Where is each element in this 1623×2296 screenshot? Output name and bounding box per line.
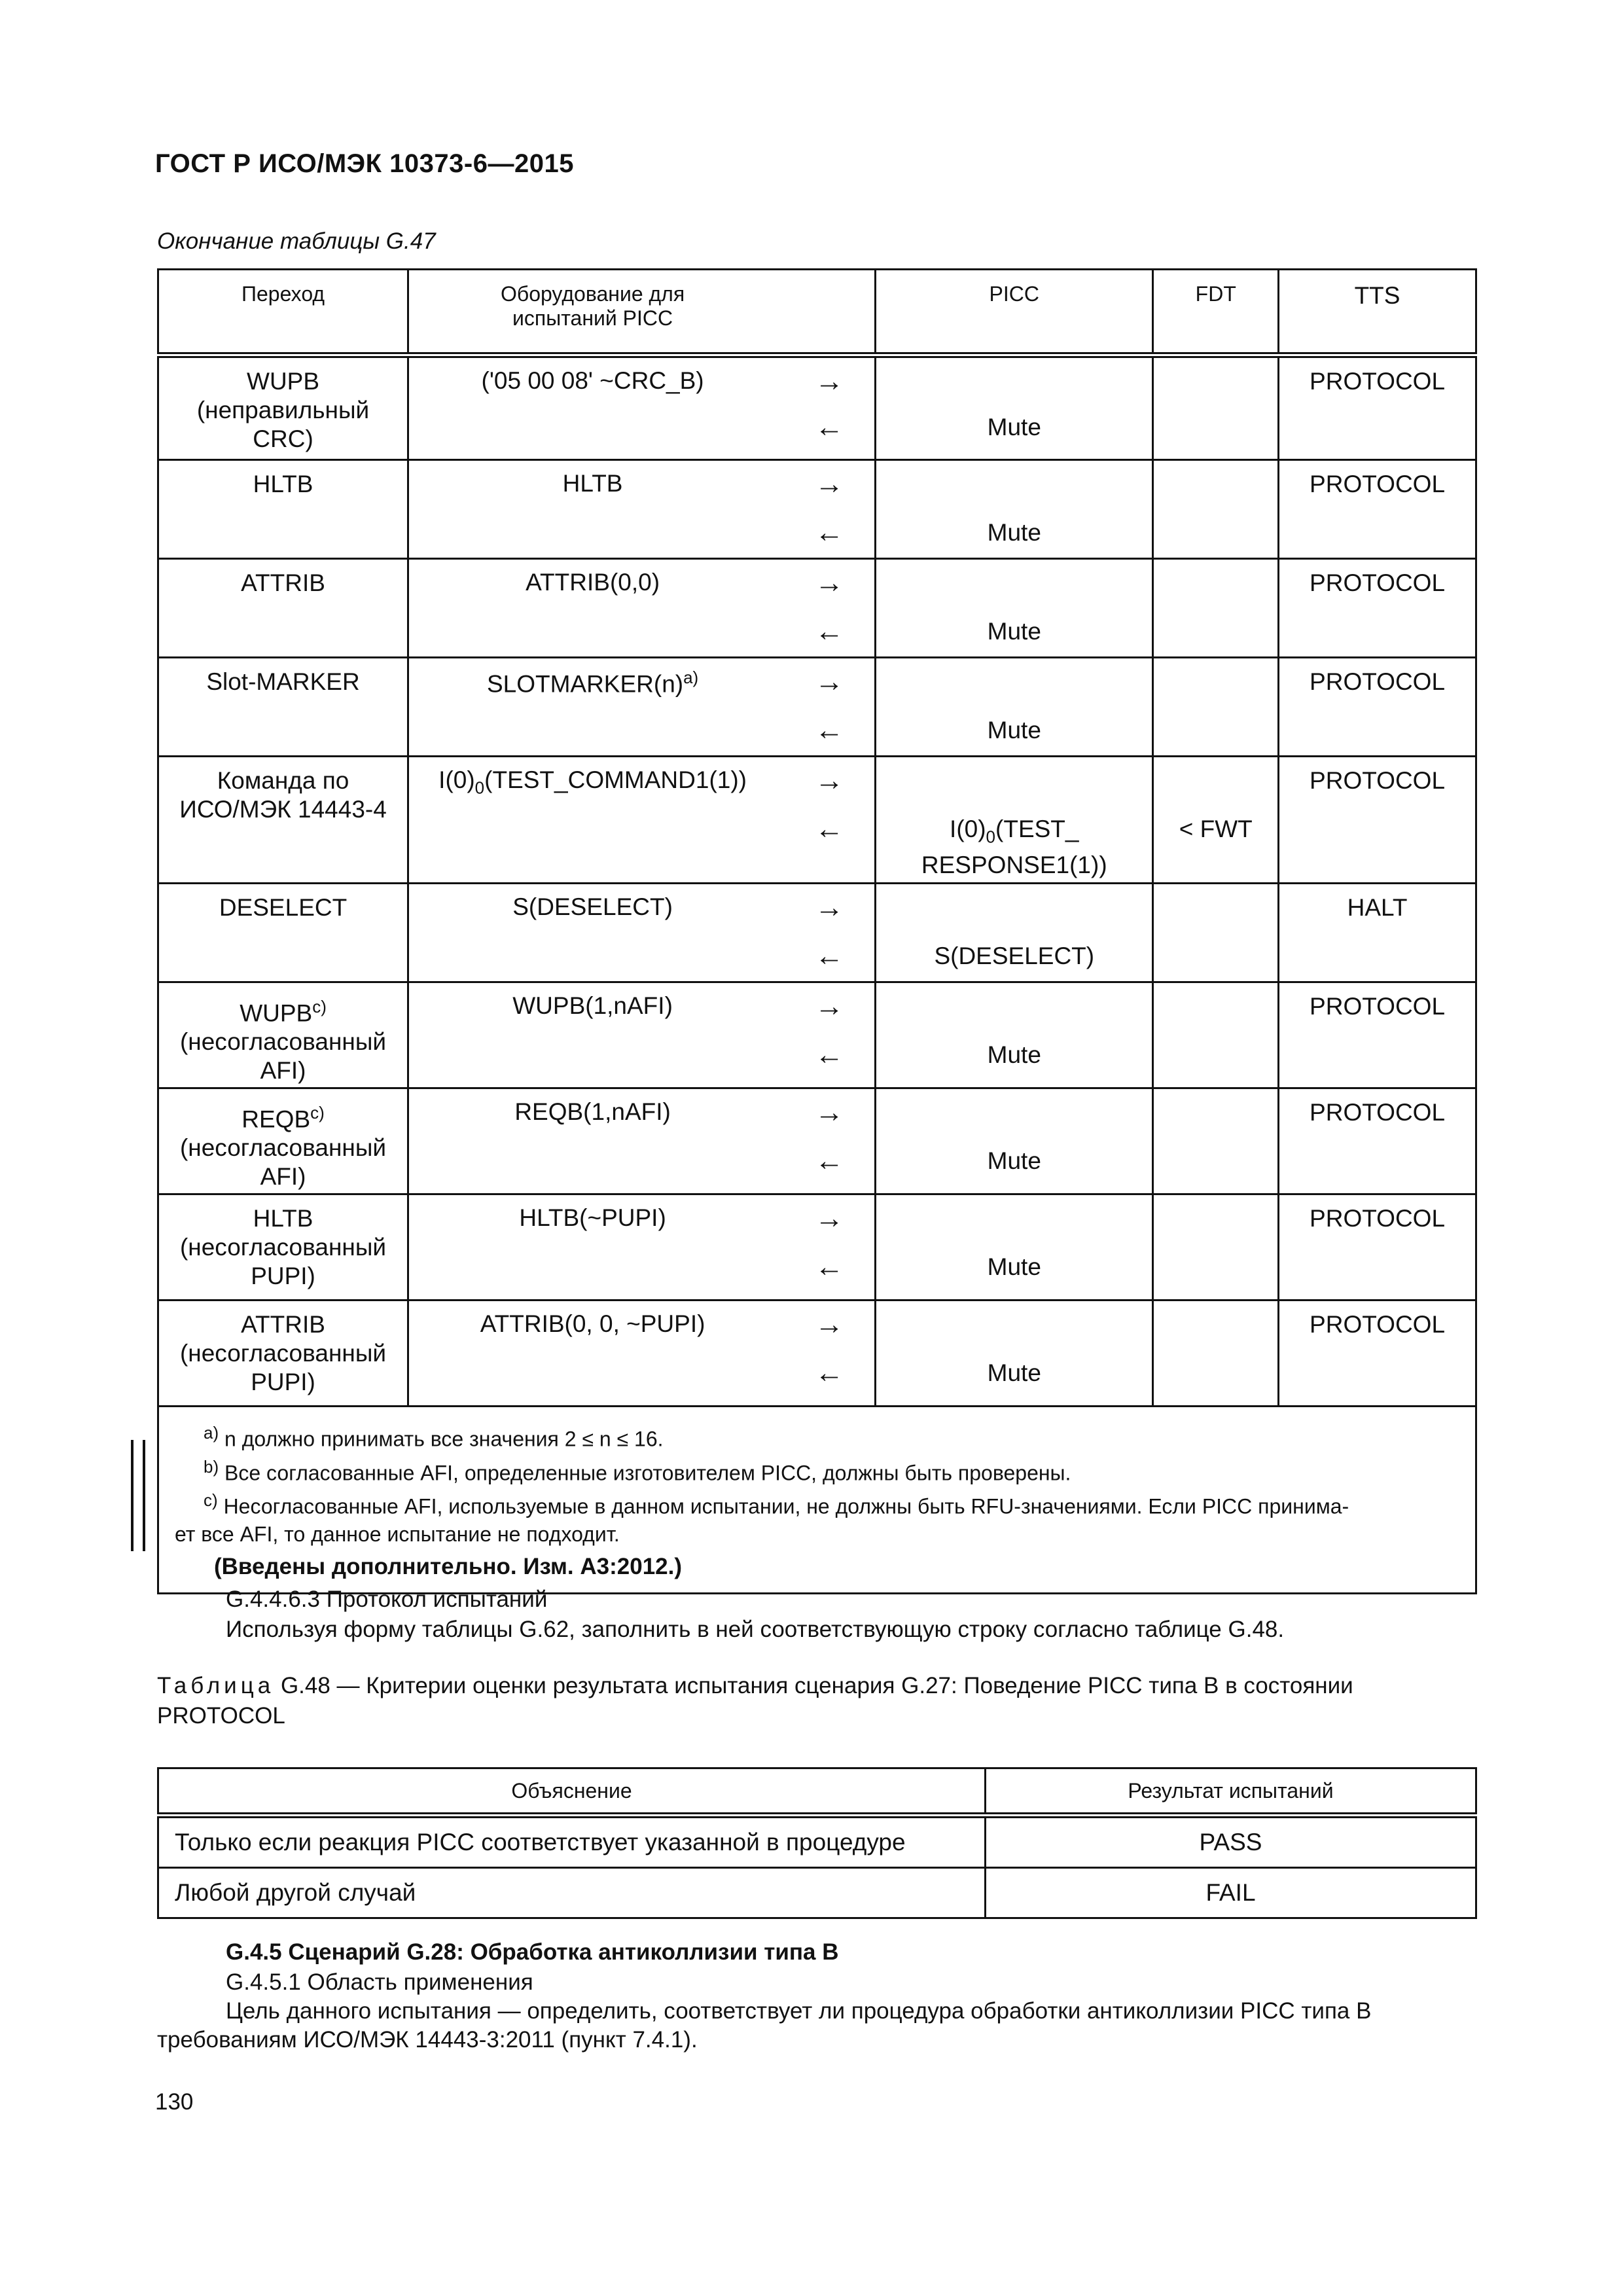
transition-line: HLTB bbox=[253, 471, 313, 497]
cell-picc bbox=[876, 460, 1153, 559]
transition-line: ATTRIB bbox=[241, 1311, 325, 1338]
tts-value: PROTOCOL bbox=[1310, 569, 1446, 596]
arrow-right-icon: → bbox=[815, 1308, 844, 1340]
paragraph: Цель данного испытания — определить, соответствует ли процедура обработки антиколлизии PICC типа B bbox=[226, 1998, 1372, 2024]
cell-tts bbox=[1279, 757, 1476, 884]
cell-fdt bbox=[1153, 355, 1279, 460]
footnote-mark: c) bbox=[204, 1490, 218, 1511]
resp-subscript: 0 bbox=[986, 827, 996, 847]
transition-line: (несогласованный bbox=[179, 1340, 387, 1367]
cell-result: FAIL bbox=[986, 1868, 1476, 1918]
table-row bbox=[158, 658, 1476, 757]
equipment-command bbox=[409, 668, 874, 698]
cell-picc bbox=[876, 355, 1153, 460]
picc-response: Mute bbox=[987, 519, 1041, 546]
col-header-explanation: Объяснение bbox=[158, 1768, 986, 1816]
subsection-heading: G.4.5.1 Область применения bbox=[226, 1969, 533, 1995]
table-label: Таблица bbox=[157, 1673, 275, 1698]
footnote-text: Все согласованные AFI, определенные изготовителем PICC, должны быть проверены. bbox=[224, 1461, 1071, 1485]
cell-tts bbox=[1279, 1300, 1476, 1407]
arrow-right-icon: → bbox=[815, 891, 844, 924]
table-row bbox=[158, 1194, 1476, 1300]
cell-equipment bbox=[408, 658, 876, 757]
transition-line: AFI) bbox=[260, 1057, 306, 1085]
cell-result: PASS bbox=[986, 1816, 1476, 1868]
equipment-command: ATTRIB(0,0) bbox=[526, 569, 660, 596]
transition-line: CRC) bbox=[253, 425, 313, 452]
footnote-ref-c: c) bbox=[310, 1103, 325, 1122]
table-notes bbox=[158, 1407, 1476, 1594]
table-row bbox=[158, 1816, 1476, 1868]
transition-line: (несогласованный bbox=[179, 1028, 387, 1056]
table-g48 bbox=[157, 1767, 1477, 1919]
cell-explanation: Только если реакция PICC соответствует указанной в процедуре bbox=[158, 1816, 986, 1868]
picc-response: Mute bbox=[987, 1359, 1041, 1386]
cell-equipment bbox=[408, 1300, 876, 1407]
picc-response: Mute bbox=[987, 1041, 1041, 1068]
equipment-command: S(DESELECT) bbox=[512, 893, 673, 920]
cell-fdt bbox=[1153, 460, 1279, 559]
transition-line: PUPI) bbox=[251, 1369, 315, 1395]
cell-tts bbox=[1279, 460, 1476, 559]
tts-value: PROTOCOL bbox=[1310, 767, 1446, 794]
cell-fdt bbox=[1153, 982, 1279, 1088]
arrow-right-icon: → bbox=[815, 567, 844, 599]
table-row bbox=[158, 757, 1476, 884]
transition-line: Slot-MARKER bbox=[206, 668, 360, 695]
tts-value: PROTOCOL bbox=[1310, 1205, 1446, 1232]
cell-equipment bbox=[408, 1194, 876, 1300]
cmd-part: (TEST_COMMAND1(1)) bbox=[484, 766, 747, 793]
cell-transition bbox=[158, 1088, 408, 1194]
cell-transition bbox=[158, 884, 408, 982]
cell-transition bbox=[158, 355, 408, 460]
arrow-left-icon: ← bbox=[815, 813, 844, 845]
table-row bbox=[158, 1088, 1476, 1194]
picc-response bbox=[876, 806, 1152, 880]
footnote-b bbox=[175, 1453, 1459, 1487]
transition-line: Команда по bbox=[217, 767, 349, 794]
equipment-command: ('05 00 08' ~CRC_B) bbox=[481, 367, 704, 394]
cell-equipment bbox=[408, 355, 876, 460]
arrow-left-icon: ← bbox=[815, 1357, 844, 1389]
resp-part: (TEST_ bbox=[995, 816, 1079, 842]
table-row bbox=[158, 355, 1476, 460]
cell-fdt bbox=[1153, 884, 1279, 982]
cell-transition bbox=[158, 982, 408, 1088]
resp-part: RESPONSE1(1)) bbox=[921, 852, 1107, 879]
arrow-right-icon: → bbox=[815, 666, 844, 698]
transition-line: (несогласованный bbox=[179, 1134, 387, 1162]
transition-line: (неправильный bbox=[196, 397, 370, 423]
table-header-row bbox=[158, 270, 1476, 355]
col-header-equipment bbox=[408, 270, 876, 355]
amendment-change-bar bbox=[131, 1440, 145, 1551]
picc-response: Mute bbox=[987, 1147, 1041, 1174]
fdt-value: < FWT bbox=[1179, 816, 1253, 842]
tts-value: PROTOCOL bbox=[1310, 368, 1446, 395]
cell-tts bbox=[1279, 658, 1476, 757]
cell-picc bbox=[876, 757, 1153, 884]
cell-fdt bbox=[1153, 1300, 1279, 1407]
cmd-subscript: 0 bbox=[474, 778, 485, 798]
table-row bbox=[158, 1300, 1476, 1407]
cell-equipment bbox=[408, 757, 876, 884]
cell-equipment bbox=[408, 884, 876, 982]
cell-picc bbox=[876, 559, 1153, 658]
cell-tts bbox=[1279, 1088, 1476, 1194]
tts-value: HALT bbox=[1347, 894, 1408, 921]
col-header-tts: TTS bbox=[1279, 270, 1476, 355]
cell-picc bbox=[876, 884, 1153, 982]
arrow-left-icon: ← bbox=[815, 714, 844, 746]
table-row bbox=[158, 1868, 1476, 1918]
tts-value: PROTOCOL bbox=[1310, 1311, 1446, 1338]
cell-fdt bbox=[1153, 1194, 1279, 1300]
arrow-left-icon: ← bbox=[815, 411, 844, 443]
arrow-left-icon: ← bbox=[815, 1145, 844, 1177]
picc-response: Mute bbox=[987, 1253, 1041, 1280]
page-number: 130 bbox=[155, 2089, 194, 2115]
footnote-ref-c: c) bbox=[312, 997, 327, 1016]
arrow-left-icon: ← bbox=[815, 1039, 844, 1071]
arrow-right-icon: → bbox=[815, 990, 844, 1022]
cell-picc bbox=[876, 1300, 1153, 1407]
transition-line: WUPB bbox=[247, 368, 320, 395]
cell-equipment bbox=[408, 559, 876, 658]
arrow-left-icon: ← bbox=[815, 615, 844, 647]
arrow-right-icon: → bbox=[815, 1202, 844, 1234]
arrow-left-icon: ← bbox=[815, 516, 844, 548]
cmd-part: I(0) bbox=[438, 766, 475, 793]
equipment-command: HLTB bbox=[562, 470, 623, 497]
table-title-text: G.48 — Критерии оценки результата испытания сценария G.27: Поведение PICC типа B в состоянии bbox=[274, 1673, 1353, 1698]
col-header-result: Результат испытаний bbox=[986, 1768, 1476, 1816]
transition-line: AFI) bbox=[260, 1163, 306, 1191]
table-row bbox=[158, 559, 1476, 658]
picc-response: Mute bbox=[987, 618, 1041, 645]
equipment-command: WUPB(1,nAFI) bbox=[512, 992, 673, 1019]
cell-picc bbox=[876, 982, 1153, 1088]
footnote-text: Несогласованные AFI, используемые в данном испытании, не должны быть RFU-значениями. Если PICC принима- bbox=[223, 1494, 1349, 1518]
cell-tts bbox=[1279, 1194, 1476, 1300]
cell-transition bbox=[158, 658, 408, 757]
cell-tts bbox=[1279, 982, 1476, 1088]
cell-explanation: Любой другой случай bbox=[158, 1868, 986, 1918]
footnote-mark: b) bbox=[204, 1456, 219, 1477]
tts-value: PROTOCOL bbox=[1310, 668, 1446, 695]
footnote-text: n должно принимать все значения 2 ≤ n ≤ 16. bbox=[224, 1427, 664, 1451]
picc-response: S(DESELECT) bbox=[934, 942, 1095, 969]
table-header-row bbox=[158, 1768, 1476, 1816]
table-continuation-caption: Окончание таблицы G.47 bbox=[157, 228, 436, 254]
tts-value: PROTOCOL bbox=[1310, 1099, 1446, 1126]
arrow-right-icon: → bbox=[815, 365, 844, 397]
footnote-mark: a) bbox=[204, 1423, 219, 1443]
footnote-a bbox=[175, 1419, 1459, 1453]
arrow-right-icon: → bbox=[815, 468, 844, 500]
amendment-note: (Введены дополнительно. Изм. А3:2012.) bbox=[214, 1553, 683, 1579]
table-title-text: PROTOCOL bbox=[157, 1703, 285, 1729]
transition-line: (несогласованный bbox=[179, 1234, 387, 1261]
cell-fdt bbox=[1153, 1088, 1279, 1194]
standard-header: ГОСТ Р ИСО/МЭК 10373-6—2015 bbox=[155, 149, 574, 178]
footnote-ref-a: a) bbox=[683, 668, 699, 687]
cell-transition bbox=[158, 1300, 408, 1407]
transition-line: ATTRIB bbox=[241, 569, 325, 596]
cell-equipment bbox=[408, 460, 876, 559]
arrow-right-icon: → bbox=[815, 1096, 844, 1128]
subsection-heading: G.4.4.6.3 Протокол испытаний bbox=[226, 1587, 548, 1612]
equipment-command bbox=[409, 766, 874, 798]
tts-value: PROTOCOL bbox=[1310, 471, 1446, 497]
resp-part: I(0) bbox=[950, 816, 986, 842]
table-row bbox=[158, 982, 1476, 1088]
cell-transition bbox=[158, 757, 408, 884]
cell-picc bbox=[876, 1194, 1153, 1300]
col-header-fdt: FDT bbox=[1153, 270, 1279, 355]
table-row bbox=[158, 460, 1476, 559]
cell-tts bbox=[1279, 559, 1476, 658]
transition-line: REQB bbox=[241, 1105, 311, 1133]
picc-response: Mute bbox=[987, 414, 1041, 440]
cell-tts bbox=[1279, 884, 1476, 982]
cell-picc bbox=[876, 658, 1153, 757]
transition-line: DESELECT bbox=[219, 894, 348, 921]
col-header-transition: Переход bbox=[158, 270, 408, 355]
cell-transition bbox=[158, 460, 408, 559]
equipment-command: HLTB(~PUPI) bbox=[519, 1204, 666, 1231]
cell-fdt bbox=[1153, 658, 1279, 757]
table-g47 bbox=[157, 268, 1477, 1594]
tts-value: PROTOCOL bbox=[1310, 993, 1446, 1020]
cell-transition bbox=[158, 1194, 408, 1300]
table-notes-row bbox=[158, 1407, 1476, 1594]
cell-equipment bbox=[408, 982, 876, 1088]
cell-equipment bbox=[408, 1088, 876, 1194]
cell-picc bbox=[876, 1088, 1153, 1194]
transition-line: PUPI) bbox=[251, 1263, 315, 1289]
paragraph: Используя форму таблицы G.62, заполнить в ней соответствующую строку согласно таблице G.48. bbox=[226, 1617, 1285, 1642]
picc-response: Mute bbox=[987, 717, 1041, 744]
equipment-command-text: SLOTMARKER(n) bbox=[486, 670, 684, 698]
col-header-picc: PICC bbox=[876, 270, 1153, 355]
transition-line: ИСО/МЭК 14443-4 bbox=[179, 796, 387, 823]
table-row bbox=[158, 884, 1476, 982]
cell-tts bbox=[1279, 355, 1476, 460]
paragraph: требованиям ИСО/МЭК 14443-3:2011 (пункт 7.4.1). bbox=[157, 2027, 698, 2053]
arrow-left-icon: ← bbox=[815, 1251, 844, 1283]
transition-line: HLTB bbox=[253, 1205, 313, 1232]
cell-transition bbox=[158, 559, 408, 658]
footnote-c-continued: ет все AFI, то данное испытание не подходит. bbox=[175, 1522, 620, 1546]
arrow-left-icon: ← bbox=[815, 940, 844, 972]
equipment-command: REQB(1,nAFI) bbox=[514, 1098, 671, 1125]
footnote-c bbox=[175, 1486, 1459, 1520]
section-heading: G.4.5 Сценарий G.28: Обработка антиколлизии типа B bbox=[226, 1939, 839, 1965]
cell-fdt bbox=[1153, 757, 1279, 884]
table-g48-title bbox=[157, 1671, 1477, 1731]
transition-line: WUPB bbox=[240, 999, 313, 1027]
cell-fdt bbox=[1153, 559, 1279, 658]
equipment-command: ATTRIB(0, 0, ~PUPI) bbox=[480, 1310, 705, 1337]
arrow-right-icon: → bbox=[815, 764, 844, 797]
col-header-equipment-text: Оборудование для испытаний PICC bbox=[500, 282, 685, 330]
